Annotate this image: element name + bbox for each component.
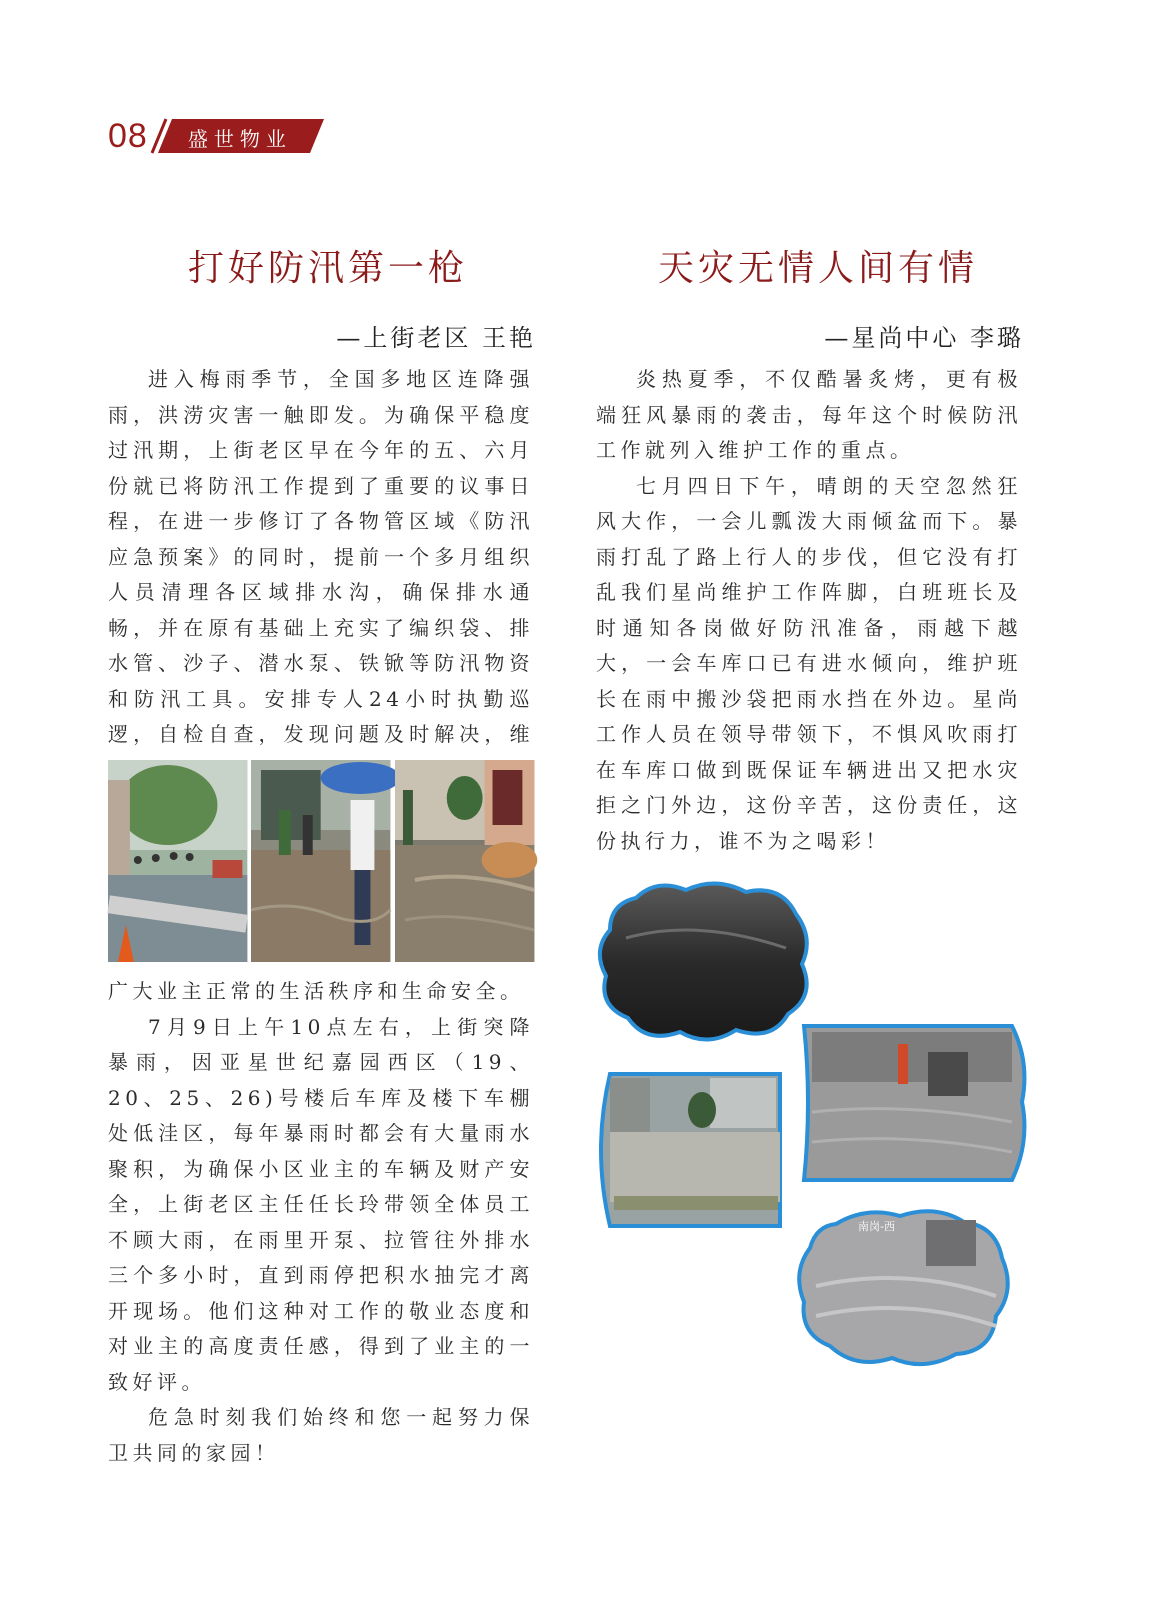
page-header — [108, 118, 324, 154]
page-number: 08 — [108, 117, 148, 155]
cloud-photo-1 — [596, 878, 812, 1044]
flood-photo-3 — [395, 760, 534, 962]
flood-photo-5 — [590, 1070, 786, 1230]
right-article-title: 天灾无情人间有情 — [658, 248, 979, 289]
photo-caption: 南岗-西 — [858, 1220, 895, 1233]
left-para-2: 7月9日上午10点左右，上街突降暴雨，因亚星世纪嘉园西区（19、20、25、26)号楼后车库及楼下车棚处低洼区，每年暴雨时都会有大量雨水聚积，为确保小区业主的车辆及财产安全，上街老区主任任长玲带领全体员工不顾大雨，在雨里开泵、拉管往外排水三个多小时，直到雨停把积水抽完才离开现场。他们这种对工作的敬业态度和对业主的高度责任感，得到了业主的一致好评。 — [108, 1014, 534, 1394]
section-title: 盛世物业 — [187, 127, 292, 151]
left-article-body-top — [108, 362, 534, 752]
right-article-body — [596, 362, 1022, 862]
flood-photo-2 — [251, 760, 390, 962]
left-para-1-cont: 广大业主正常的生活秩序和生命安全。 — [108, 979, 525, 1003]
right-article-byline: —星尚中心 李璐 — [824, 324, 1024, 352]
right-para-2: 七月四日下午，晴朗的天空忽然狂风大作，一会儿瓢泼大雨倾盆而下。暴雨打乱了路上行人的步伐，但它没有打乱我们星尚维护工作阵脚，白班班长及时通知各岗做好防汛准备，雨越下越大，一会车库口已有进水倾向，维护班长在雨中搬沙袋把雨水挡在外边。星尚工作人员在领导带领下，不惧风吹雨打在车库口做到既保证车辆进出又把水灾拒之门外边，这份辛苦，这份责任，这份执行力，谁不为之喝彩！ — [596, 473, 1022, 853]
section-banner — [152, 119, 324, 153]
left-article-body-bottom — [108, 974, 534, 1465]
left-article-byline: —上街老区 王艳 — [336, 324, 536, 352]
left-article-title: 打好防汛第一枪 — [188, 248, 469, 289]
left-para-1: 进入梅雨季节，全国多地区连降强雨，洪涝灾害一触即发。为确保平稳度过汛期，上街老区早在今年的五、六月份就已将防汛工作提到了重要的议事日程，在进一步修订了各物管区域《防汛应急预案》的同时，提前一个多月组织人员清理各区域排水沟，确保排水通畅，并在原有基础上充实了编织袋、排水管、沙子、潜水泵、铁锨等防汛物资和防汛工具。安排专人24小时执勤巡逻，自检自查，发现问题及时解决，维 — [108, 367, 534, 746]
flood-photo-1 — [108, 760, 247, 962]
left-para-3: 危急时刻我们始终和您一起努力保卫共同的家园！ — [108, 1405, 534, 1465]
right-para-1: 炎热夏季，不仅酷暑炙烤，更有极端狂风暴雨的袭击，每年这个时候防汛工作就列入维护工作的重点。 — [596, 367, 1022, 462]
left-photo-strip — [108, 760, 534, 962]
cloud-photo-2 — [796, 1206, 1010, 1366]
flood-photo-4 — [798, 1022, 1030, 1184]
